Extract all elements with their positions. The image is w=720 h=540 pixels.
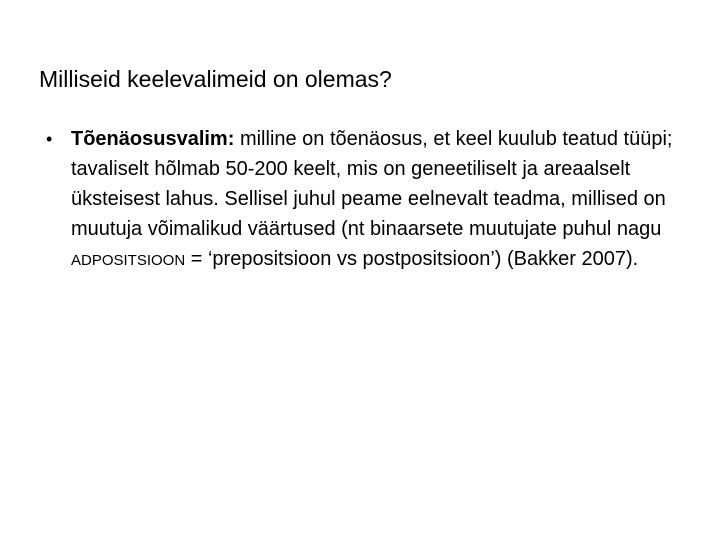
bullet-text-part-1: milline on tõenäosus, et keel kuulub teatud tüüpi; tavaliselt hõlmab 50-200 keelt, mis on geneetiliselt ja areaalselt üksteisest lahus. Sellisel juhul peame eelnevalt teadma, millised on muutuja võimalikud väärtused (nt binaarsete muutujate puhul nagu	[71, 128, 673, 240]
bullet-term: Tõenäosusvalim:	[71, 128, 235, 150]
bullet-icon: •	[46, 129, 53, 149]
slide-title: Milliseid keelevalimeid on olemas?	[39, 66, 392, 92]
bullet-item	[46, 124, 686, 276]
bullet-text-part-2: = ‘prepositsioon vs postpositsioon’) (Bakker 2007).	[185, 248, 639, 270]
bullet-list	[46, 124, 686, 276]
bullet-smallcaps-term: ADPOSITSIOON	[71, 252, 186, 269]
